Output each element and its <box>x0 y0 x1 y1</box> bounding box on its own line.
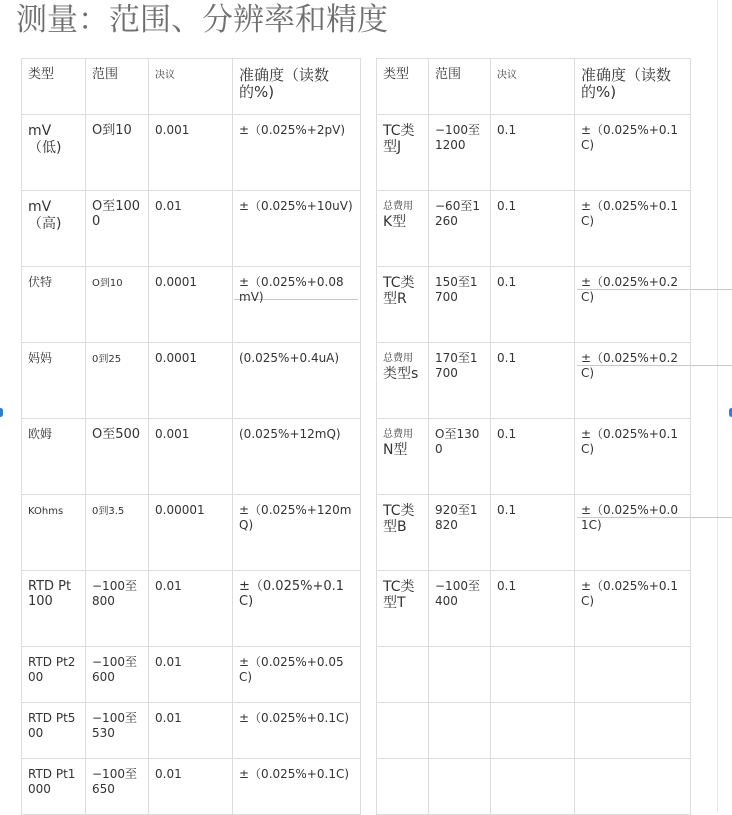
header-type: 类型 <box>377 59 429 115</box>
cell-type: 总费用 K型 <box>377 191 429 267</box>
page-edge-rule <box>717 0 718 812</box>
cell-resolution: 0.1 <box>491 115 575 191</box>
empty-cell <box>575 703 691 759</box>
cell-accuracy: ±（0.025%+0.1C) <box>233 571 361 647</box>
cell-type: TC类型R <box>377 267 429 343</box>
cell-accuracy: ±（0.025%+0.1C) <box>575 419 691 495</box>
table-row <box>22 703 691 759</box>
cell-resolution: 0.1 <box>491 267 575 343</box>
empty-cell <box>575 647 691 703</box>
cell-type: 伏特 <box>22 267 86 343</box>
cell-range: −100至800 <box>86 571 149 647</box>
table-row <box>22 115 691 191</box>
cell-resolution: 0.01 <box>149 191 233 267</box>
empty-cell <box>491 647 575 703</box>
empty-cell <box>491 703 575 759</box>
column-gap <box>361 419 377 495</box>
empty-cell <box>429 647 491 703</box>
cell-type: RTD Pt500 <box>22 703 86 759</box>
cell-accuracy: ±（0.025%+0.1C) <box>575 115 691 191</box>
cell-accuracy: ±（0.025%+0.01C) <box>575 495 691 571</box>
cell-range: −100至1200 <box>429 115 491 191</box>
cell-type: RTD Pt1000 <box>22 759 86 815</box>
cell-accuracy: ±（0.025%+0.1C) <box>575 571 691 647</box>
cell-accuracy: ±（0.025%+0.05C) <box>233 647 361 703</box>
cell-resolution: 0.00001 <box>149 495 233 571</box>
cell-range: −100至530 <box>86 703 149 759</box>
cell-range: 920至1820 <box>429 495 491 571</box>
table-row <box>22 495 691 571</box>
cell-resolution: 0.1 <box>491 343 575 419</box>
cell-range: 0到3.5 <box>86 495 149 571</box>
header-resolution: 决议 <box>491 59 575 115</box>
table-row <box>22 191 691 267</box>
table-row <box>22 267 691 343</box>
cell-range: O到10 <box>86 267 149 343</box>
header-accuracy: 准确度（读数的%) <box>575 59 691 115</box>
cell-resolution: 0.1 <box>491 495 575 571</box>
header-type: 类型 <box>22 59 86 115</box>
cell-accuracy: ±（0.025%+0.1C) <box>233 703 361 759</box>
cell-type: RTD Pt200 <box>22 647 86 703</box>
left-edge-handle[interactable] <box>0 408 3 417</box>
empty-cell <box>491 759 575 815</box>
cell-range: 0到25 <box>86 343 149 419</box>
cell-resolution: 0.01 <box>149 571 233 647</box>
cell-type: TC类型J <box>377 115 429 191</box>
table-row <box>22 571 691 647</box>
cell-accuracy: ±（0.025%+10uV) <box>233 191 361 267</box>
cell-type: KOhms <box>22 495 86 571</box>
header-range: 范围 <box>429 59 491 115</box>
cell-range: O至500 <box>86 419 149 495</box>
empty-cell <box>575 759 691 815</box>
table-row <box>22 343 691 419</box>
header-range: 范围 <box>86 59 149 115</box>
cell-range: −100至600 <box>86 647 149 703</box>
cell-accuracy: (0.025%+12mQ) <box>233 419 361 495</box>
cell-accuracy: ±（0.025%+0.1C) <box>233 759 361 815</box>
table-row <box>22 647 691 703</box>
cell-range: 170至1700 <box>429 343 491 419</box>
cell-resolution: 0.001 <box>149 115 233 191</box>
header-accuracy: 准确度（读数的%) <box>233 59 361 115</box>
cell-accuracy: ±（0.025%+0.2C) <box>575 267 691 343</box>
cell-range: 150至1700 <box>429 267 491 343</box>
cell-resolution: 0.01 <box>149 647 233 703</box>
cell-resolution: 0.1 <box>491 191 575 267</box>
cell-resolution: 0.01 <box>149 759 233 815</box>
cell-accuracy: ±（0.025%+0.08mV) <box>233 267 361 343</box>
header-resolution: 决议 <box>149 59 233 115</box>
cell-type: 总费用 类型s <box>377 343 429 419</box>
cell-accuracy: (0.025%+0.4uA) <box>233 343 361 419</box>
cell-range: O到10 <box>86 115 149 191</box>
cell-resolution: 0.0001 <box>149 267 233 343</box>
cell-accuracy: ±（0.025%+120mQ) <box>233 495 361 571</box>
page-title: 测量：范围、分辨率和精度 <box>16 2 388 38</box>
cell-range: O至1300 <box>429 419 491 495</box>
cell-type: TC类型T <box>377 571 429 647</box>
column-gap <box>361 495 377 571</box>
empty-cell <box>377 647 429 703</box>
cell-type: mV（低) <box>22 115 86 191</box>
cell-resolution: 0.001 <box>149 419 233 495</box>
empty-cell <box>429 759 491 815</box>
cell-type: 总费用 N型 <box>377 419 429 495</box>
column-gap <box>361 343 377 419</box>
cell-accuracy: ±（0.025%+0.2C) <box>575 343 691 419</box>
column-gap <box>361 759 377 815</box>
cell-resolution: 0.1 <box>491 419 575 495</box>
cell-resolution: 0.01 <box>149 703 233 759</box>
cell-type: 欧姆 <box>22 419 86 495</box>
empty-cell <box>377 759 429 815</box>
cell-resolution: 0.0001 <box>149 343 233 419</box>
column-gap <box>361 267 377 343</box>
cell-range: −100至650 <box>86 759 149 815</box>
column-gap <box>361 115 377 191</box>
cell-range: O至1000 <box>86 191 149 267</box>
cell-type: 妈妈 <box>22 343 86 419</box>
cell-type: RTD Pt100 <box>22 571 86 647</box>
column-gap <box>361 647 377 703</box>
cell-accuracy: ±（0.025%+0.1C) <box>575 191 691 267</box>
cell-accuracy: ±（0.025%+2pV) <box>233 115 361 191</box>
cell-type: mV（高) <box>22 191 86 267</box>
table-row <box>22 419 691 495</box>
empty-cell <box>377 703 429 759</box>
cell-type: TC类型B <box>377 495 429 571</box>
column-gap <box>361 703 377 759</box>
column-gap <box>361 59 377 115</box>
spec-table <box>21 58 691 815</box>
cell-range: −100至400 <box>429 571 491 647</box>
cell-resolution: 0.1 <box>491 571 575 647</box>
column-gap <box>361 571 377 647</box>
column-gap <box>361 191 377 267</box>
empty-cell <box>429 703 491 759</box>
header-row <box>22 59 691 115</box>
table-row <box>22 759 691 815</box>
cell-range: −60至1260 <box>429 191 491 267</box>
